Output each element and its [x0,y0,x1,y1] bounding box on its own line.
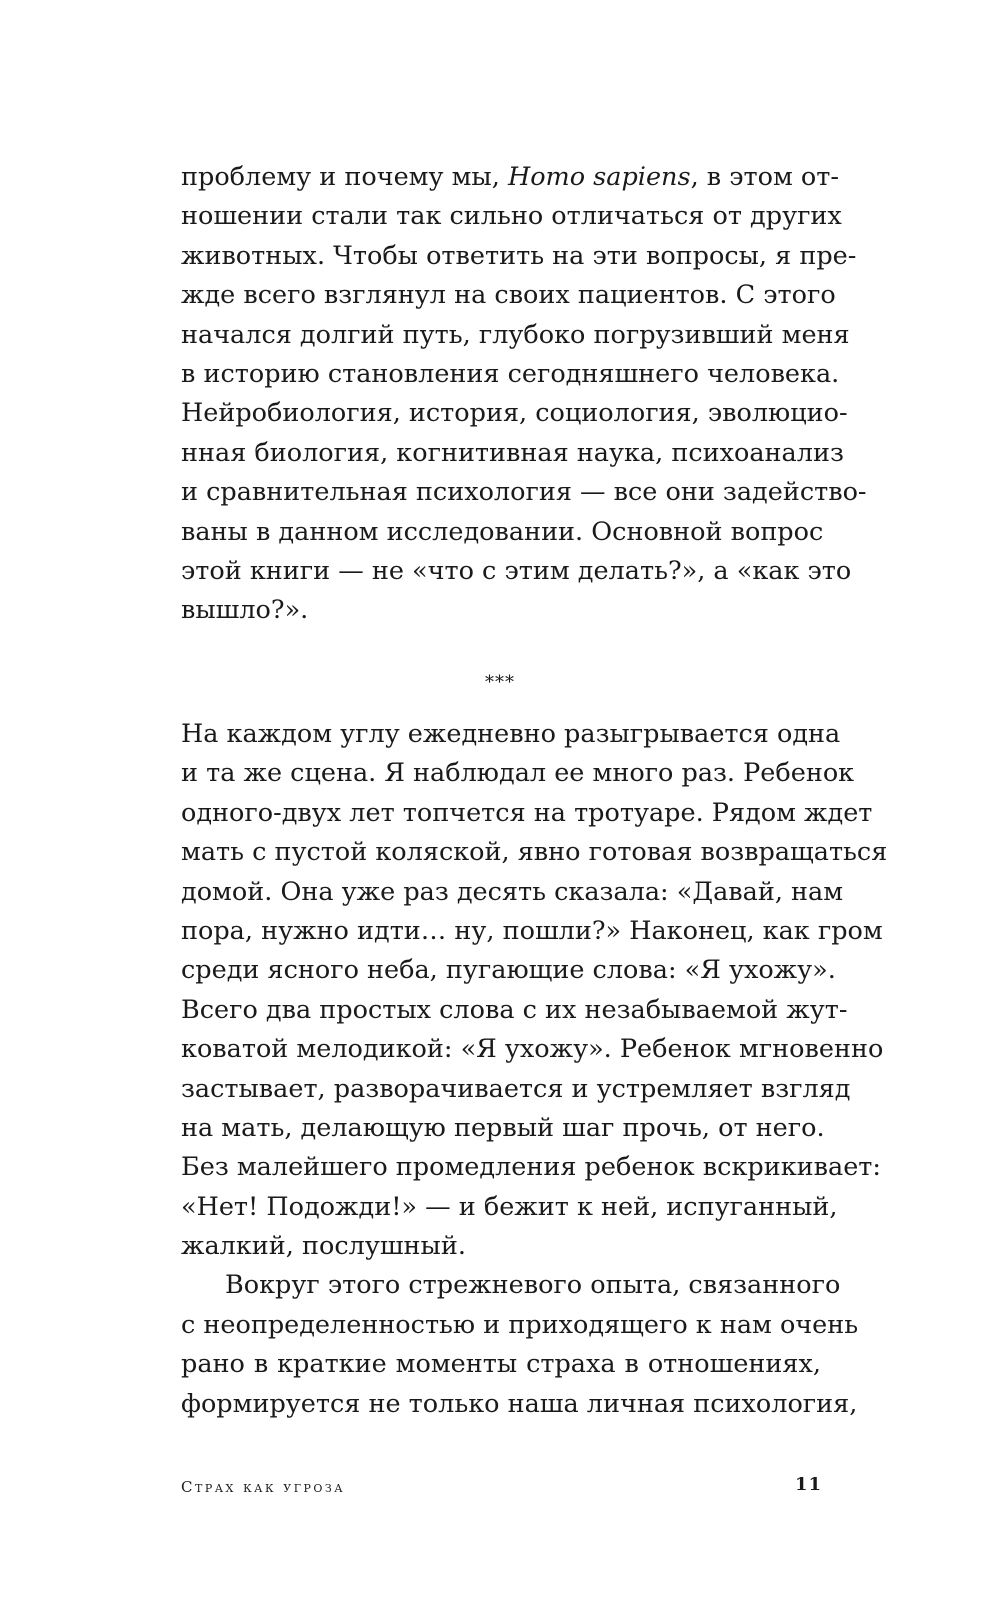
text-line: Нейробиология, история, социология, эволюцио- [181,398,848,429]
text-line: На каждом углу ежедневно разыгрывается одна [181,719,841,749]
text-line: формируется не только наша личная психология, [181,1388,858,1419]
text-line: Всего два простых слова с их незабываемой жут- [181,994,848,1025]
text-line: среди ясного неба, пугающие слова: «Я ухожу». [181,955,836,986]
text-line: этой книги — не «что с этим делать?», а «как это [181,555,852,586]
text-line: Вокруг этого стрежневого опыта, связанного [225,1270,841,1301]
running-footer-title: Страх как угроза [181,1478,346,1496]
text-line: животных. Чтобы ответить на эти вопросы, я пре- [181,240,857,271]
section-separator: *** [485,672,515,693]
text-line: пора, нужно идти… ну, пошли?» Наконец, как гром [181,915,883,946]
text-line: с неопределенностью и приходящего к нам очень [181,1309,859,1340]
text-line: ношении стали так сильно отличаться от других [181,201,842,232]
text-line: Без малейшего промедления ребенок вскрикивает: [181,1152,881,1183]
text-line: застывает, разворачивается и устремляет взгляд [181,1073,851,1104]
text-line: и та же сцена. Я наблюдал ее много раз. Ребенок [181,758,855,789]
page-number: 11 [794,1474,822,1495]
text-line: и сравнительная психология — все они задейство- [181,477,867,508]
paragraph-scene [181,715,888,1424]
text-line: проблему и почему мы, Homo sapiens, в этом от- [181,162,839,192]
text-line: нная биология, когнитивная наука, психоанализ [181,437,844,468]
text-line: в историю становления сегодняшнего человека. [181,358,840,389]
text-line: мать с пустой коляской, явно готовая возвращаться [181,837,888,868]
text-line: «Нет! Подожди!» — и бежит к ней, испуганный, [181,1191,838,1222]
text-line: ваны в данном исследовании. Основной вопрос [181,516,824,547]
text-line: коватой мелодикой: «Я ухожу». Ребенок мгновенно [181,1034,884,1065]
text-line: жалкий, послушный. [181,1231,466,1262]
text-line: домой. Она уже раз десять сказала: «Давай, нам [181,876,844,907]
latin-term: Homo sapiens [507,162,691,192]
paragraph-intro [181,158,867,631]
text-line: вышло?». [181,595,309,626]
text-line: рано в краткие моменты страха в отношениях, [181,1349,821,1380]
text-line: на мать, делающую первый шаг прочь, от него. [181,1112,825,1143]
text-line: одного-двух лет топчется на тротуаре. Рядом ждет [181,797,873,828]
text-line: начался долгий путь, глубоко погрузивший меня [181,319,850,350]
text-line: жде всего взглянул на своих пациентов. С этого [181,280,836,311]
